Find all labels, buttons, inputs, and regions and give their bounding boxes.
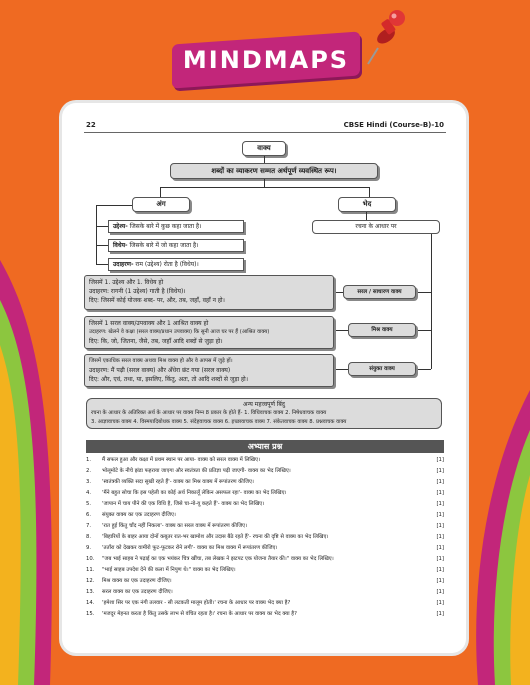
question-item	[86, 555, 444, 564]
question-number: 9.	[86, 545, 92, 551]
question-number: 10.	[86, 556, 95, 562]
question-marks: [1]	[436, 512, 444, 518]
connector	[160, 187, 161, 197]
question-text: भोलूमोटे के नीचे झंडा फहराया जाएगा और स्वतंत्रता की प्रतिज्ञा पढ़ी जाएगी- वाक्य का भेद लिखिए।	[102, 468, 291, 474]
question-item	[86, 467, 444, 476]
definition-node: शब्दों का व्याकरण सम्मत अर्थपूर्ण व्यवस्थित रूप।	[170, 163, 378, 179]
part-text: जिसके बारे में जो कहा जाता है।	[129, 242, 199, 249]
question-text: 'मजदूर मेहनत करता है किंतु उसके लाभ से वंचित रहता है।' रचना के आधार पर वाक्य का भेद क्या है?	[102, 611, 297, 617]
question-marks: [1]	[436, 567, 444, 573]
question-item	[86, 588, 444, 597]
connector	[160, 187, 370, 188]
question-number: 6.	[86, 512, 92, 518]
question-item	[86, 566, 444, 575]
connector	[369, 187, 370, 197]
type-complex-label: मिश्र वाक्य	[348, 323, 416, 337]
question-number: 4.	[86, 490, 92, 496]
banner-title: MINDMAPS	[182, 46, 350, 74]
question-item	[86, 544, 444, 553]
question-text: 'तताँरा को देखकर वामीरो फूट-फूटकर रोने लगी'- वाक्य का मिश्र वाक्य में रूपांतरण कीजिए।	[102, 545, 278, 551]
other-title: अन्य महत्त्वपूर्ण बिंदु	[243, 401, 285, 408]
connector	[334, 369, 348, 370]
question-marks: [1]	[436, 457, 444, 463]
type-simple-box	[84, 275, 334, 310]
type-line: दिए: जिसमें कोई योजक शब्द- पर, और, तब, जहाँ, वहाँ न हो।	[89, 297, 225, 304]
question-item	[86, 533, 444, 542]
page-header	[86, 121, 444, 132]
part-predicate	[108, 239, 244, 252]
question-text: 'मैंने बहुत सोचा कि इस पहेली का कोई अर्थ निकालूँ लेकिन असफल रहा'- वाक्य का भेद लिखिए।	[102, 490, 287, 496]
question-number: 14.	[86, 600, 95, 606]
type-line: उदाहरण: रागनी (1 उद्देश्य) गाती है (विधेय)।	[89, 288, 186, 295]
question-number: 1.	[86, 457, 92, 463]
question-item	[86, 500, 444, 509]
question-text: मिश्र वाक्य का एक उदाहरण दीजिए।	[102, 578, 172, 584]
question-text: "जब भाई साहब ने पढ़ाई का एक भयंकर चित्र खींचा, तब लेखक ने झटपट एक योजना तैयार की।" वाक्य का भेद लिखिए।	[102, 556, 334, 562]
question-number: 13.	[86, 589, 95, 595]
question-item	[86, 610, 444, 619]
connector	[334, 292, 343, 293]
book-title: CBSE Hindi (Course-B)-10	[343, 121, 444, 129]
type-line: दिए: और, एवं, तथा, या, इसलिए, किंतु, अतः, तो आदि शब्दों से जुड़ा हो।	[89, 376, 249, 383]
part-term: उदाहरण-	[113, 261, 134, 268]
question-item	[86, 577, 444, 586]
question-marks: [1]	[436, 600, 444, 606]
question-item	[86, 599, 444, 608]
question-marks: [1]	[436, 490, 444, 496]
question-marks: [1]	[436, 501, 444, 507]
type-line: जिसमें 1 सरल वाक्य/उपवाक्य और 1 आश्रित वाक्य हो	[89, 320, 209, 327]
type-compound-label: संयुक्त वाक्य	[348, 362, 416, 376]
part-text: जिसके बारे में कुछ कहा जाता है।	[129, 223, 202, 230]
question-number: 8.	[86, 534, 92, 540]
pushpin-icon	[360, 8, 410, 68]
question-marks: [1]	[436, 479, 444, 485]
type-complex-box	[84, 316, 334, 349]
question-marks: [1]	[436, 611, 444, 617]
basis-node: रचना के आधार पर	[312, 220, 440, 234]
connector	[96, 205, 132, 206]
question-item	[86, 522, 444, 531]
question-marks: [1]	[436, 523, 444, 529]
question-text: 'जापान में चाय पीने की एक विधि है, जिसे चा-नो-यू कहते हैं'- वाक्य का भेद लिखिए।	[102, 501, 265, 507]
type-line: जिसमें 1. उद्देश्य और 1. विधेय हो	[89, 279, 164, 286]
branch-parts: अंग	[132, 197, 190, 212]
question-number: 15.	[86, 611, 95, 617]
connector	[334, 330, 348, 331]
question-number: 5.	[86, 501, 92, 507]
question-marks: [1]	[436, 468, 444, 474]
question-number: 11.	[86, 567, 95, 573]
part-term: विधेय-	[113, 242, 128, 249]
connector	[96, 264, 108, 265]
question-text: सरल वाक्य का एक उदाहरण दीजिए।	[102, 589, 173, 595]
question-item	[86, 489, 444, 498]
question-text: "भाई साहब उपदेश देने की कला में निपुण थे।" वाक्य का भेद लिखिए।	[102, 567, 236, 573]
question-text: 'बिहारियों के बाहर आया दोनों कबूतर रात-भर खामोश और उदास बैठे रहते हैं'- रचना की दृष्टि से वाक्य का भेद लिखिए।	[102, 534, 329, 540]
question-text: 'रात हुई किंतु चाँद नहीं निकला'- वाक्य का सरल वाक्य में रूपांतरण कीजिए।	[102, 523, 248, 529]
question-marks: [1]	[436, 556, 444, 562]
part-text: राम (उद्देश्य) रोता है (विधेय)।	[135, 261, 199, 268]
question-number: 12.	[86, 578, 95, 584]
practice-heading: अभ्यास प्रश्न	[86, 440, 444, 453]
connector	[96, 205, 97, 264]
question-text: 'स्वतंत्रकी व्यक्ति सदा सुखी रहते हैं'- वाक्य का मिश्र वाक्य में रूपांतरण कीजिए।	[102, 479, 254, 485]
question-marks: [1]	[436, 589, 444, 595]
part-example	[108, 258, 244, 271]
question-item	[86, 478, 444, 487]
question-marks: [1]	[436, 545, 444, 551]
question-item	[86, 456, 444, 465]
type-line: उदाहरण: मैं पढ़ी (सरल वाक्य) और अँधेरा छंट गया (सरल वाक्य)	[89, 367, 231, 374]
header-rule	[84, 132, 446, 133]
type-line: जिसमें एकाधिक सरल वाक्य अथवा मिश्र वाक्य हो और वे आपस में जुड़े हों।	[89, 358, 233, 364]
connector	[416, 369, 431, 370]
question-text: मैं सफल हुआ और कक्षा में प्रथम स्थान पर आया- वाक्य को सरल वाक्य में लिखिए।	[102, 457, 261, 463]
type-line: उदाहरण: खेलने वे कक्षा (सरल वाक्य/प्रधान उपवाक्य) कि सुनी आज घर पर हैं (आश्रित वाक्य)	[89, 329, 270, 335]
question-item	[86, 511, 444, 520]
branch-types: भेद	[338, 197, 396, 212]
page-number: 22	[86, 121, 96, 129]
question-marks: [1]	[436, 534, 444, 540]
part-subject	[108, 220, 244, 233]
type-line: दिए: कि, जो, जितना, जैसे, तब, जहाँ आदि शब्दों से जुड़ा हो।	[89, 338, 223, 345]
connector	[366, 212, 367, 220]
connector	[264, 179, 265, 187]
part-term: उद्देश्य-	[113, 223, 128, 230]
other-line: रचना के आधार के अतिरिक्त अर्थ के आधार पर वाक्य निम्न 8 प्रकार के होते हैं- 1. विधिवाचक वाक्य 2. निषेधवाचक वाक्य	[91, 410, 327, 416]
question-number: 3.	[86, 479, 92, 485]
type-compound-box	[84, 354, 334, 387]
question-text: 'हमेशा सिर पर एक नंगी तलवार - सी लटकती मालूम होती।' रचना के आधार पर वाक्य भेद क्या है?	[102, 600, 291, 606]
connector	[416, 292, 431, 293]
connector	[431, 234, 432, 369]
root-node: वाक्य	[242, 141, 286, 156]
connector	[416, 330, 431, 331]
question-text: संयुक्त वाक्य का एक उदाहरण दीजिए।	[102, 512, 176, 518]
connector	[96, 245, 108, 246]
type-simple-label: सरल / साधारण वाक्य	[343, 285, 416, 299]
question-number: 7.	[86, 523, 92, 529]
other-line: 3. आज्ञावाचक वाक्य 4. विस्मयादिबोधक वाक्य 5. संदेहवाचक वाक्य 6. इच्छावाचक वाक्य 7. संकेतवाचक वाक्य 8. प्रश्नवाचक वाक्य	[91, 419, 347, 425]
connector	[264, 156, 265, 163]
connector	[96, 226, 108, 227]
question-marks: [1]	[436, 578, 444, 584]
question-number: 2.	[86, 468, 92, 474]
other-points-box	[86, 398, 442, 429]
